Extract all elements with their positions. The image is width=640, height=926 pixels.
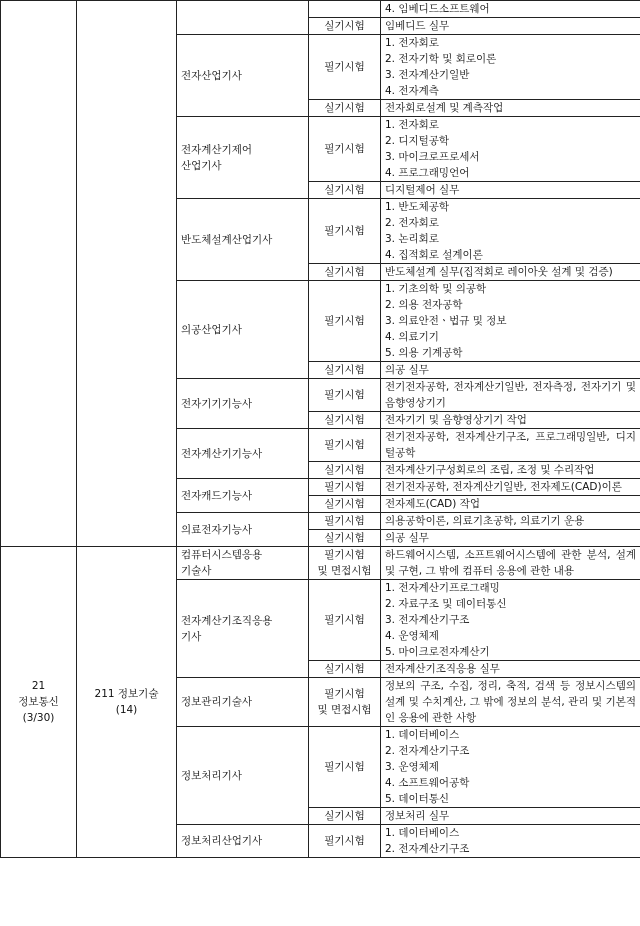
exam-type-cell-line: 및 면접시험	[317, 565, 372, 577]
exam-subjects-cell-line: 정보처리 실무	[385, 810, 450, 822]
exam-type-cell-line: 실기시험	[324, 498, 365, 510]
qualification-name-cell	[177, 479, 309, 513]
exam-subjects-cell-line: 4. 소프트웨어공학	[385, 777, 470, 789]
exam-subjects-cell-line: 2. 전자기학 및 회로이론	[385, 53, 497, 65]
exam-type-cell-line: 필기시험	[324, 688, 365, 700]
exam-type-cell	[309, 530, 381, 547]
subfield-cell	[77, 547, 177, 858]
qualification-name-cell	[177, 199, 309, 281]
exam-subjects-cell	[381, 496, 640, 513]
exam-subjects-cell	[381, 678, 640, 727]
qualification-name-cell	[177, 1, 309, 35]
exam-subjects-cell-line: 디지털제어 실무	[385, 184, 460, 196]
exam-type-cell	[309, 580, 381, 661]
exam-subjects-cell-line: 3. 운영체제	[385, 761, 439, 773]
qualification-name-cell-line: 기사	[181, 630, 202, 643]
table-row	[1, 547, 640, 580]
exam-type-cell-line: 필기시험	[324, 389, 365, 401]
exam-subjects-cell-line: 1. 전자회로	[385, 37, 439, 49]
exam-type-cell-line: 필기시험	[324, 549, 365, 561]
qualification-name-cell	[177, 678, 309, 727]
exam-subjects-cell	[381, 513, 640, 530]
exam-type-cell-line: 필기시험	[324, 761, 365, 773]
exam-type-cell-line: 필기시험	[324, 225, 365, 237]
exam-subjects-cell-line: 2. 전자회로	[385, 217, 439, 229]
qualification-name-cell-line: 전자산업기사	[181, 69, 242, 82]
field-cell	[1, 547, 77, 858]
exam-type-cell-line: 및 면접시험	[317, 704, 372, 716]
exam-subjects-cell	[381, 547, 640, 580]
exam-type-cell	[309, 825, 381, 858]
qualification-name-cell	[177, 580, 309, 678]
exam-subjects-cell-line: 전자제도(CAD) 작업	[385, 498, 480, 510]
exam-type-cell-line: 필기시험	[324, 481, 365, 493]
qualification-name-cell-line: 전자캐드기능사	[181, 489, 253, 502]
exam-subjects-cell-line: 반도체설계 실무(집적회로 레이아웃 설계 및 검증)	[385, 266, 613, 278]
exam-type-cell	[309, 496, 381, 513]
exam-type-cell	[309, 661, 381, 678]
field-cell-line: 21	[31, 680, 46, 692]
exam-subjects-cell-line: 3. 의료안전ㆍ법규 및 정보	[385, 315, 507, 327]
qualification-name-cell-line: 정보관리기술사	[181, 696, 253, 708]
exam-subjects-cell-line: 5. 의용 기계공학	[385, 347, 463, 359]
exam-subjects-cell-line: 1. 전자회로	[385, 119, 439, 131]
qualification-name-cell-line: 정보처리기사	[181, 769, 242, 782]
exam-subjects-cell-line: 의공 실무	[385, 532, 429, 544]
field-cell-line: (3/30)	[22, 712, 55, 724]
exam-subjects-cell	[381, 100, 640, 117]
exam-type-cell-line: 실기시험	[324, 414, 365, 426]
exam-subjects-cell-line: 4. 의료기기	[385, 331, 439, 343]
exam-subjects-cell-line: 임베디드 실무	[385, 20, 450, 32]
exam-type-cell-line: 필기시험	[324, 614, 365, 626]
exam-subjects-cell	[381, 199, 640, 264]
exam-type-cell	[309, 727, 381, 808]
exam-subjects-cell-line: 4. 임베디드소프트웨어	[385, 3, 490, 15]
exam-subjects-cell-line: 의공 실무	[385, 364, 429, 376]
exam-subjects-cell	[381, 35, 640, 100]
exam-type-cell	[309, 808, 381, 825]
exam-subjects-cell-line: 2. 전자계산기구조	[385, 745, 470, 757]
exam-subjects-cell	[381, 661, 640, 678]
qualification-name-cell-line: 전자기기기능사	[181, 397, 253, 410]
exam-subjects-cell-line: 정보의 구조, 수집, 정리, 축적, 검색 등 정보시스템의 설계 및 수치계산, 그 밖에 정보의 분석, 관리 및 기본적인 응용에 관한 사항	[385, 680, 636, 724]
exam-type-cell-line: 필기시험	[324, 61, 365, 73]
exam-type-cell-line: 실기시험	[324, 184, 365, 196]
exam-subjects-cell	[381, 182, 640, 199]
exam-type-cell-line: 실기시험	[324, 810, 365, 822]
exam-subjects-cell	[381, 18, 640, 35]
exam-subjects-cell-line: 2. 자료구조 및 데이터통신	[385, 598, 507, 610]
qualification-name-cell-line: 정보처리산업기사	[181, 835, 263, 847]
qualification-name-cell	[177, 727, 309, 825]
qualification-name-cell	[177, 547, 309, 580]
qualification-name-cell-line: 반도체설계산업기사	[181, 233, 273, 246]
qualification-name-cell-line: 전자계산기제어	[181, 143, 253, 156]
exam-subjects-cell-line: 전기전자공학, 전자계산기일반, 전자제도(CAD)이론	[385, 481, 622, 493]
exam-subjects-cell-line: 전자기기 및 음향영상기기 작업	[385, 414, 527, 426]
exam-subjects-cell-line: 4. 집적회로 설계이론	[385, 249, 483, 261]
exam-type-cell-line: 필기시험	[324, 439, 365, 451]
exam-subjects-cell-line: 3. 마이크로프로세서	[385, 151, 480, 163]
exam-subjects-cell-line: 2. 전자계산기구조	[385, 843, 470, 855]
exam-subjects-cell	[381, 362, 640, 379]
exam-subjects-cell-line: 전자회로설계 및 계측작업	[385, 102, 504, 114]
qualification-name-cell	[177, 429, 309, 479]
exam-type-cell	[309, 462, 381, 479]
exam-type-cell	[309, 199, 381, 264]
exam-subjects-cell	[381, 1, 640, 18]
exam-subjects-cell-line: 1. 기초의학 및 의공학	[385, 283, 487, 295]
exam-subjects-cell-line: 전자계산기구성회로의 조립, 조정 및 수리작업	[385, 464, 595, 476]
exam-type-cell-line: 필기시험	[324, 143, 365, 155]
qualification-name-cell	[177, 117, 309, 199]
exam-subjects-cell	[381, 281, 640, 362]
exam-subjects-cell-line: 5. 데이터통신	[385, 793, 450, 805]
exam-type-cell-line: 실기시험	[324, 364, 365, 376]
exam-type-cell-line: 실기시험	[324, 102, 365, 114]
exam-subjects-cell-line: 하드웨어시스템, 소프트웨어시스템에 관한 분석, 설계 및 구현, 그 밖에 컴퓨터 응용에 관한 내용	[385, 549, 636, 577]
exam-subjects-cell-line: 3. 전자계산기구조	[385, 614, 470, 626]
qualification-name-cell-line: 산업기사	[181, 159, 222, 172]
exam-subjects-cell	[381, 530, 640, 547]
field-cell-line: 정보통신	[18, 696, 59, 708]
subfield-cell	[77, 1, 177, 547]
exam-type-cell	[309, 412, 381, 429]
exam-subjects-cell-line: 1. 데이터베이스	[385, 729, 460, 741]
exam-type-cell-line: 실기시험	[324, 464, 365, 476]
exam-type-cell	[309, 182, 381, 199]
exam-subjects-cell-line: 2. 의용 전자공학	[385, 299, 463, 311]
exam-subjects-cell-line: 2. 디지털공학	[385, 135, 450, 147]
exam-type-cell	[309, 1, 381, 18]
qualification-name-cell	[177, 825, 309, 858]
qualification-name-cell-line: 전자계산기기능사	[181, 447, 263, 460]
exam-subjects-cell-line: 4. 전자계측	[385, 85, 439, 97]
exam-subjects-cell	[381, 825, 640, 858]
subfield-cell-line: 211 정보기술	[94, 688, 159, 700]
exam-type-cell	[309, 100, 381, 117]
exam-subjects-cell-line: 1. 반도체공학	[385, 201, 450, 213]
exam-type-cell-line: 필기시험	[324, 315, 365, 327]
exam-subjects-cell	[381, 379, 640, 412]
qualification-name-cell	[177, 379, 309, 429]
exam-subjects-cell-line: 4. 운영체제	[385, 630, 439, 642]
exam-type-cell	[309, 429, 381, 462]
exam-type-cell	[309, 117, 381, 182]
exam-subjects-cell	[381, 727, 640, 808]
qualification-name-cell	[177, 35, 309, 117]
exam-type-cell-line: 실기시험	[324, 20, 365, 32]
exam-type-cell-line: 실기시험	[324, 532, 365, 544]
qualification-name-cell-line: 의료전자기능사	[181, 523, 253, 536]
exam-type-cell	[309, 35, 381, 100]
exam-type-cell-line: 실기시험	[324, 266, 365, 278]
exam-type-cell-line: 실기시험	[324, 663, 365, 675]
exam-subjects-cell-line: 4. 프로그래밍언어	[385, 167, 470, 179]
table-row	[1, 1, 640, 18]
exam-subjects-cell-line: 3. 전자계산기일반	[385, 69, 470, 81]
exam-type-cell	[309, 362, 381, 379]
qualification-name-cell-line: 컴퓨터시스템응용	[181, 549, 263, 561]
exam-type-cell	[309, 264, 381, 281]
qualification-name-cell-line: 전자계산기조직응용	[181, 614, 273, 627]
exam-type-cell	[309, 678, 381, 727]
exam-subjects-cell-line: 1. 전자계산기프로그래밍	[385, 582, 500, 594]
exam-subjects-cell-line: 3. 논리회로	[385, 233, 439, 245]
exam-subjects-cell-line: 전기전자공학, 전자계산기일반, 전자측정, 전자기기 및 음향영상기기	[385, 381, 636, 409]
exam-subjects-cell	[381, 412, 640, 429]
exam-subjects-cell-line: 1. 데이터베이스	[385, 827, 460, 839]
exam-type-cell	[309, 547, 381, 580]
table-body	[1, 1, 640, 858]
exam-subjects-cell-line: 전기전자공학, 전자계산기구조, 프로그래밍일반, 디지털공학	[385, 431, 636, 459]
exam-subjects-cell-line: 5. 마이크로전자계산기	[385, 646, 490, 658]
exam-subjects-cell	[381, 264, 640, 281]
exam-type-cell-line: 필기시험	[324, 515, 365, 527]
exam-subjects-cell	[381, 429, 640, 462]
qualification-name-cell-line: 의공산업기사	[181, 323, 242, 336]
exam-subjects-cell-line: 의용공학이론, 의료기초공학, 의료기기 운용	[385, 515, 585, 527]
exam-type-cell	[309, 18, 381, 35]
exam-type-cell-line: 필기시험	[324, 835, 365, 847]
exam-type-cell	[309, 479, 381, 496]
exam-type-cell	[309, 379, 381, 412]
qualification-name-cell-line: 기술사	[181, 565, 212, 577]
field-cell	[1, 1, 77, 547]
exam-subjects-cell	[381, 580, 640, 661]
qualification-name-cell	[177, 513, 309, 547]
subfield-cell-line: (14)	[115, 704, 138, 716]
exam-subjects-cell	[381, 479, 640, 496]
exam-subjects-cell	[381, 808, 640, 825]
qualification-name-cell	[177, 281, 309, 379]
exam-type-cell	[309, 281, 381, 362]
exam-subjects-cell	[381, 117, 640, 182]
exam-subjects-cell-line: 전자계산기조직응용 실무	[385, 663, 500, 675]
exam-type-cell	[309, 513, 381, 530]
exam-subjects-cell	[381, 462, 640, 479]
